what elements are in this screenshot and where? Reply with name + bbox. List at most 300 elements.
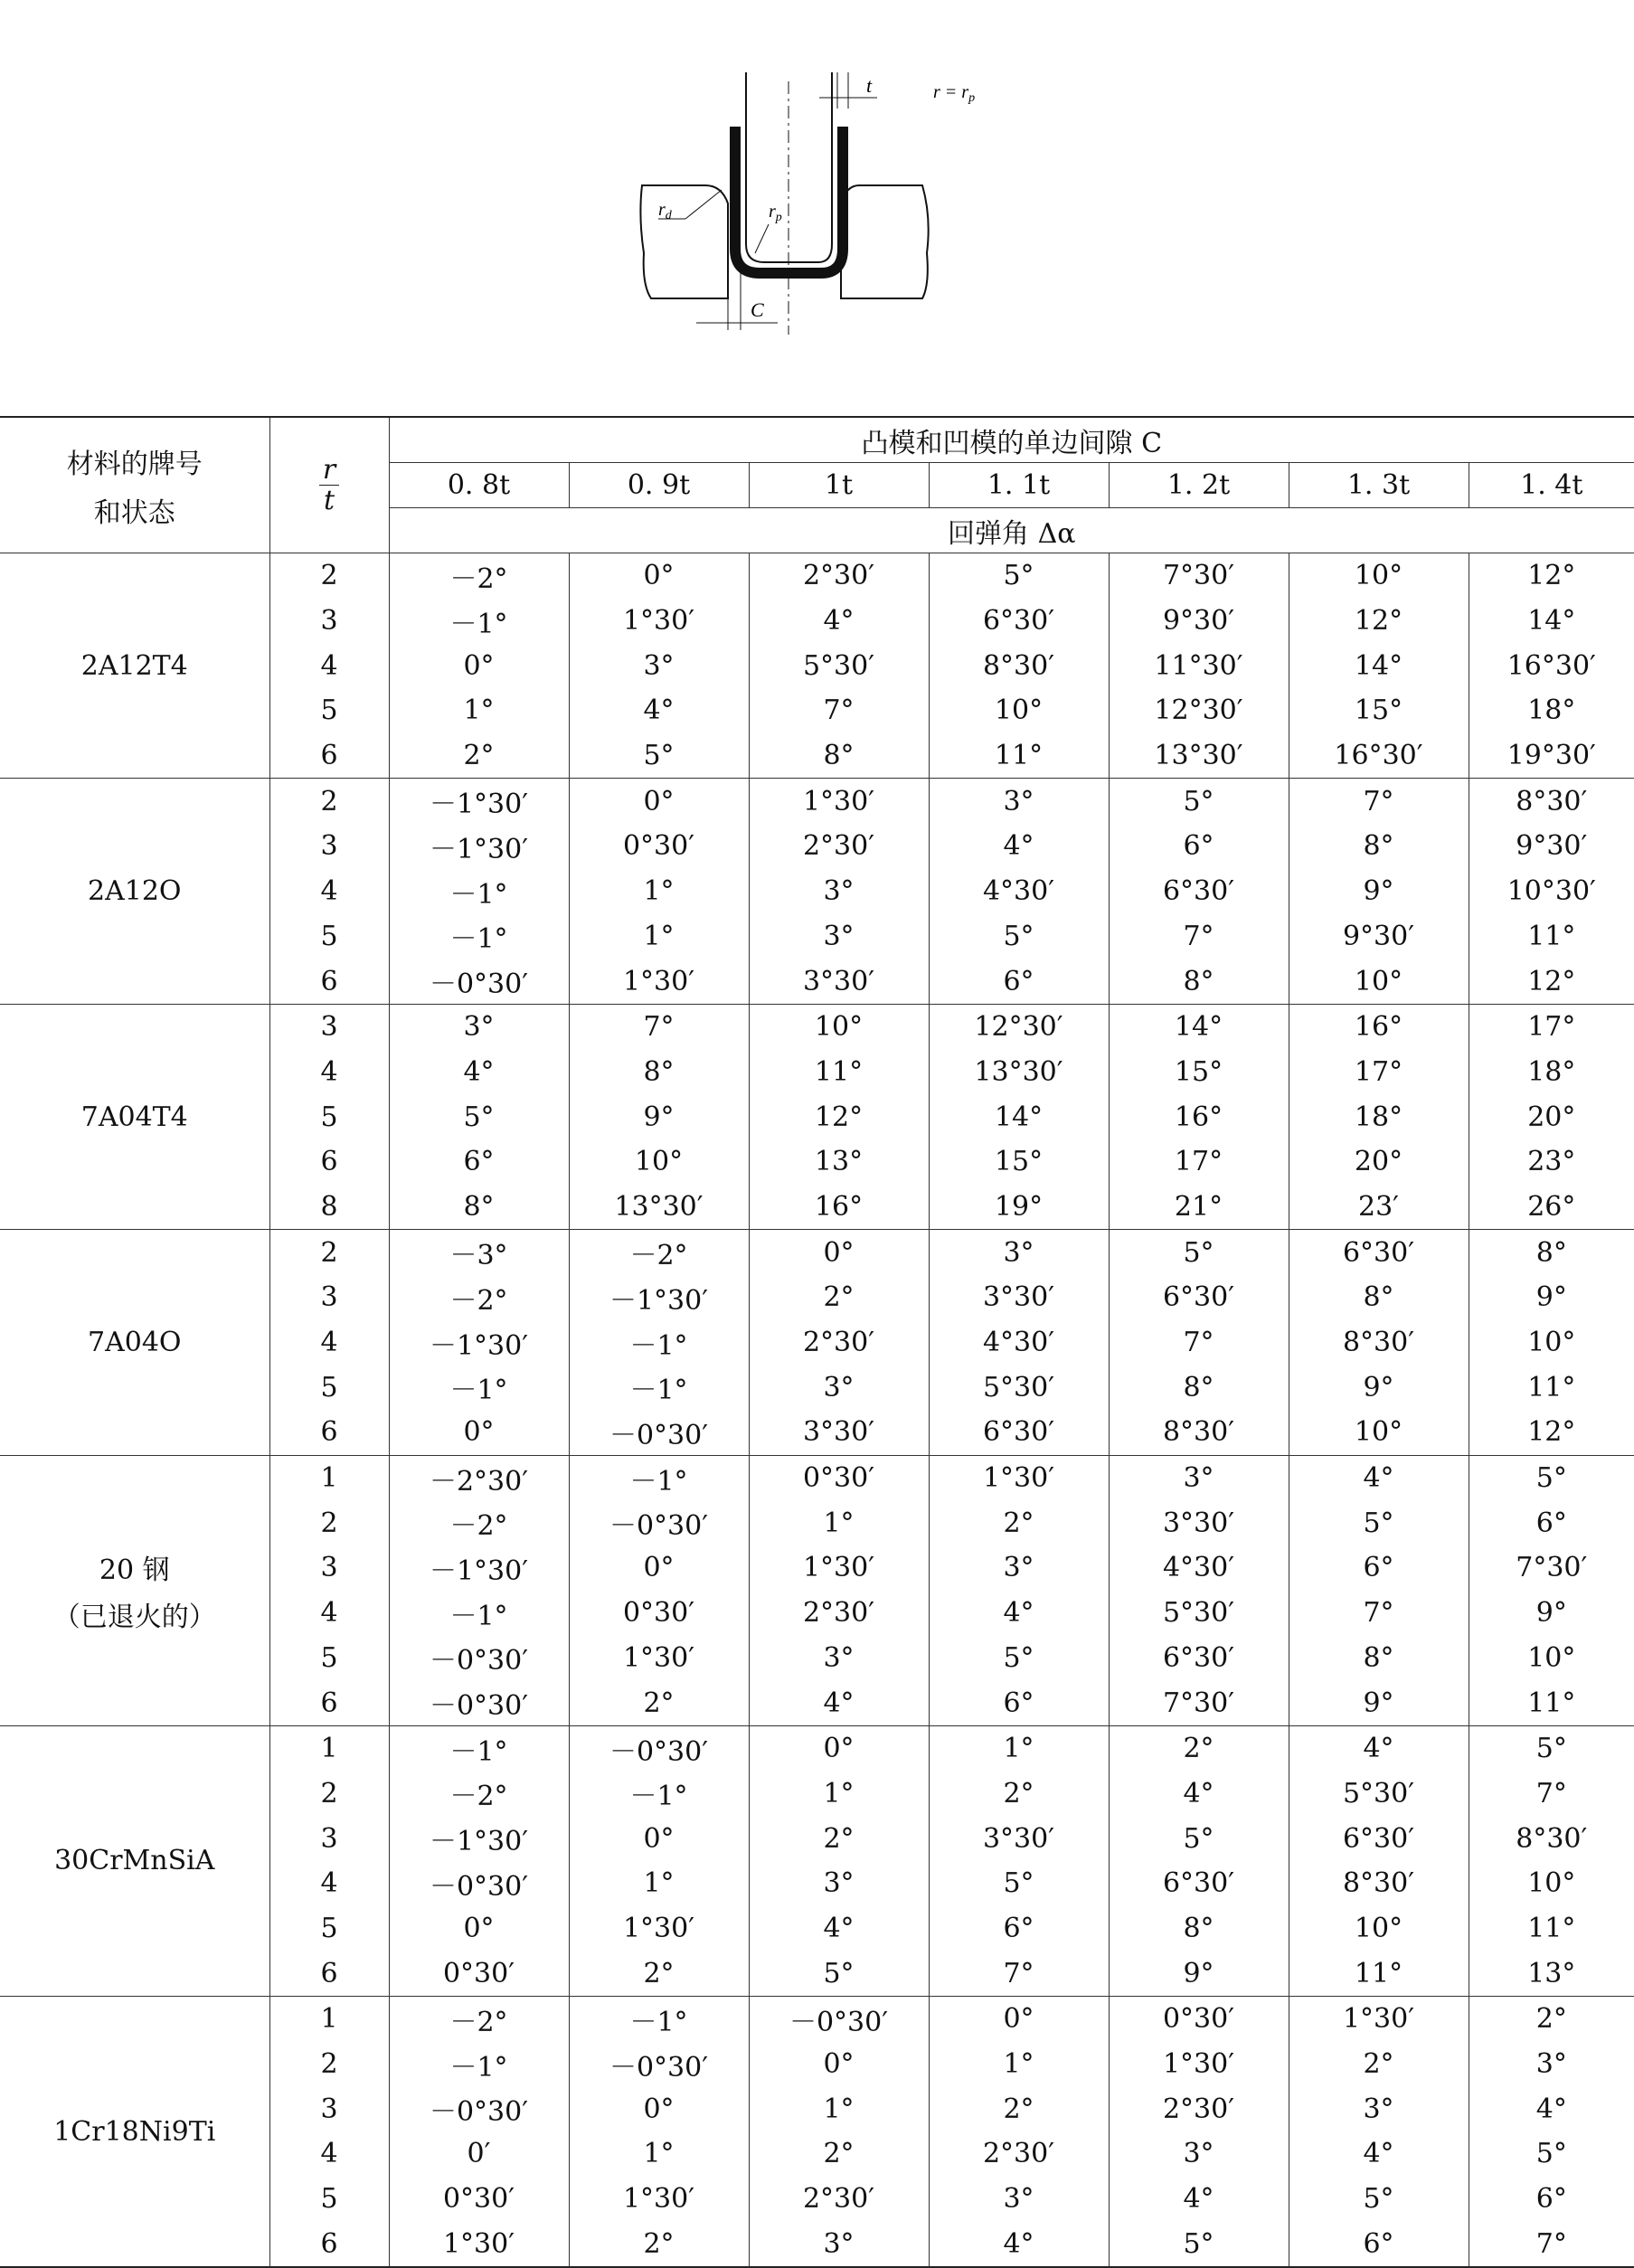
springback-value-cell: 16°30′ — [1469, 643, 1634, 688]
springback-value-cell: 3° — [749, 869, 929, 914]
springback-value-cell: 11° — [929, 733, 1109, 779]
material-label: 1Cr18Ni9Ti — [53, 2115, 216, 2148]
springback-value-cell: 5°30′ — [929, 1365, 1109, 1410]
springback-value-cell: 0° — [389, 1906, 569, 1951]
springback-value-cell: 16° — [1109, 1094, 1289, 1139]
r-over-t-cell: 1 — [269, 1725, 389, 1771]
springback-value-cell: 4°30′ — [929, 1320, 1109, 1366]
springback-value-cell: 23′ — [1289, 1185, 1469, 1230]
springback-value-cell: 4° — [1109, 2177, 1289, 2222]
springback-value-cell: 0° — [929, 1997, 1109, 2042]
r-over-t-cell: 6 — [269, 1951, 389, 1996]
springback-value-cell: 1°30′ — [569, 959, 749, 1004]
springback-value-cell: 6° — [1109, 824, 1289, 869]
springback-value-cell: 2° — [929, 2086, 1109, 2131]
springback-value-cell: 8°30′ — [1289, 1320, 1469, 1366]
springback-value-cell: 8° — [1109, 959, 1289, 1004]
springback-value-cell: －0°30′ — [389, 2086, 569, 2131]
springback-value-cell: 8° — [569, 1050, 749, 1095]
springback-value-cell: 2°30′ — [749, 1320, 929, 1366]
springback-value-cell: 4° — [929, 1591, 1109, 1636]
r-over-t-cell: 3 — [269, 1275, 389, 1320]
springback-value-cell: 3° — [749, 2221, 929, 2267]
springback-value-cell: 2° — [569, 1680, 749, 1725]
header-clearance-col: 1. 4t — [1469, 463, 1634, 508]
springback-value-cell: 12°30′ — [1109, 688, 1289, 733]
springback-value-cell: 2° — [1469, 1997, 1634, 2042]
springback-value-cell: －2° — [389, 553, 569, 599]
springback-value-cell: －0°30′ — [389, 1636, 569, 1681]
springback-value-cell: 6° — [1289, 2221, 1469, 2267]
springback-value-cell: 9° — [1469, 1275, 1634, 1320]
springback-value-cell: 4° — [1109, 1772, 1289, 1817]
springback-value-cell: 11° — [1289, 1951, 1469, 1996]
springback-value-cell: 0°30′ — [569, 824, 749, 869]
material-label: 7A04O — [87, 1327, 182, 1359]
springback-value-cell: 5° — [569, 733, 749, 779]
springback-value-cell: －1°30′ — [569, 1275, 749, 1320]
springback-value-cell: 7° — [929, 1951, 1109, 1996]
springback-value-cell: 5°30′ — [1289, 1772, 1469, 1817]
springback-value-cell: 5° — [1289, 2177, 1469, 2222]
springback-value-cell: 21° — [1109, 1185, 1289, 1230]
springback-value-cell: 3° — [929, 779, 1109, 824]
springback-value-cell: －0°30′ — [389, 1680, 569, 1725]
springback-value-cell: 7° — [1109, 1320, 1289, 1366]
header-springback-title: 回弹角 Δα — [389, 508, 1634, 553]
springback-value-cell: －2° — [389, 1275, 569, 1320]
springback-value-cell: 8° — [1109, 1906, 1289, 1951]
header-material-line1: 材料的牌号 — [66, 448, 203, 480]
springback-value-cell: 0° — [389, 643, 569, 688]
label-t: t — [866, 74, 873, 97]
springback-value-cell: 10° — [929, 688, 1109, 733]
springback-value-cell: 4° — [749, 1680, 929, 1725]
springback-value-cell: 6°30′ — [1109, 1861, 1289, 1906]
springback-value-cell: 5° — [1469, 1725, 1634, 1771]
springback-value-cell: －0°30′ — [569, 2042, 749, 2087]
r-over-t-cell: 4 — [269, 869, 389, 914]
header-r-over-t — [269, 417, 389, 553]
springback-value-cell: 1°30′ — [929, 1455, 1109, 1500]
springback-value-cell: 3° — [929, 1230, 1109, 1275]
r-over-t-cell: 4 — [269, 1320, 389, 1366]
springback-value-cell: 3° — [1469, 2042, 1634, 2087]
springback-value-cell: 8° — [389, 1185, 569, 1230]
r-over-t-cell: 6 — [269, 733, 389, 779]
springback-value-cell: －1°30′ — [389, 824, 569, 869]
bending-die-diagram — [615, 72, 1022, 344]
springback-value-cell: －2° — [569, 1230, 749, 1275]
springback-value-cell: 18° — [1469, 688, 1634, 733]
table-row — [0, 1004, 1634, 1049]
springback-value-cell: 6° — [929, 1906, 1109, 1951]
springback-value-cell: 1°30′ — [569, 1906, 749, 1951]
springback-value-cell: 1° — [569, 2131, 749, 2177]
springback-value-cell: 0° — [569, 1545, 749, 1591]
springback-value-cell: 15° — [929, 1139, 1109, 1185]
right-die — [841, 185, 929, 298]
springback-value-cell: 6° — [929, 959, 1109, 1004]
springback-value-cell: 2° — [749, 2131, 929, 2177]
springback-value-cell: 12° — [749, 1094, 929, 1139]
rd-leader — [685, 190, 722, 219]
r-over-t-cell: 2 — [269, 1230, 389, 1275]
springback-value-cell: 0° — [569, 779, 749, 824]
r-over-t-cell: 3 — [269, 599, 389, 644]
springback-value-cell: 4° — [1289, 1455, 1469, 1500]
springback-value-cell: 8°30′ — [929, 643, 1109, 688]
springback-value-cell: 3° — [929, 1545, 1109, 1591]
springback-value-cell: 11°30′ — [1109, 643, 1289, 688]
rp-leader — [755, 224, 769, 253]
springback-value-cell: －1°30′ — [389, 1545, 569, 1591]
r-over-t-cell: 6 — [269, 959, 389, 1004]
springback-value-cell: 1°30′ — [569, 599, 749, 644]
material-label: 20 钢 — [99, 1554, 170, 1586]
r-over-t-cell: 4 — [269, 643, 389, 688]
springback-value-cell: －1° — [389, 1591, 569, 1636]
springback-value-cell: 5° — [929, 1636, 1109, 1681]
springback-value-cell: 3° — [1109, 2131, 1289, 2177]
springback-value-cell: 10° — [1469, 1861, 1634, 1906]
material-cell — [0, 1725, 269, 1996]
springback-value-cell: 2°30′ — [749, 2177, 929, 2222]
springback-value-cell: 10° — [1469, 1636, 1634, 1681]
springback-value-cell: 0° — [749, 2042, 929, 2087]
r-over-t-cell: 6 — [269, 1680, 389, 1725]
frac-den: t — [323, 484, 335, 516]
springback-value-cell: －3° — [389, 1230, 569, 1275]
springback-value-cell: 2°30′ — [929, 2131, 1109, 2177]
r-over-t-cell: 3 — [269, 824, 389, 869]
springback-value-cell: 6° — [1469, 1500, 1634, 1545]
springback-value-cell: 0° — [569, 2086, 749, 2131]
springback-value-cell: 2° — [569, 2221, 749, 2267]
springback-value-cell: 16°30′ — [1289, 733, 1469, 779]
springback-value-cell: 5°30′ — [749, 643, 929, 688]
r-over-t-cell: 6 — [269, 1139, 389, 1185]
springback-value-cell: －2°30′ — [389, 1455, 569, 1500]
springback-value-cell: 14° — [1289, 643, 1469, 688]
springback-value-cell: 4° — [749, 599, 929, 644]
springback-value-cell: 9° — [1289, 1680, 1469, 1725]
springback-value-cell: 4° — [569, 688, 749, 733]
r-over-t-cell: 2 — [269, 553, 389, 599]
springback-value-cell: 5° — [929, 553, 1109, 599]
springback-value-cell: －1° — [389, 869, 569, 914]
springback-value-cell: 8°30′ — [1469, 779, 1634, 824]
springback-value-cell: 11° — [1469, 1365, 1634, 1410]
springback-value-cell: 5° — [1109, 1816, 1289, 1861]
springback-value-cell: －0°30′ — [389, 959, 569, 1004]
springback-value-cell: －1° — [569, 1320, 749, 1366]
springback-value-cell: 4° — [1289, 2131, 1469, 2177]
springback-value-cell: 2° — [1289, 2042, 1469, 2087]
die-clearance-diagram — [615, 72, 1022, 344]
r-over-t-cell: 3 — [269, 2086, 389, 2131]
springback-value-cell: 4° — [1469, 2086, 1634, 2131]
springback-value-cell: 1° — [569, 1861, 749, 1906]
springback-value-cell: 23° — [1469, 1139, 1634, 1185]
springback-value-cell: 3° — [749, 1861, 929, 1906]
material-cell — [0, 1230, 269, 1455]
springback-value-cell: 9° — [569, 1094, 749, 1139]
springback-value-cell: 17° — [1109, 1139, 1289, 1185]
springback-value-cell: 6°30′ — [929, 599, 1109, 644]
springback-value-cell: 9° — [1289, 1365, 1469, 1410]
springback-value-cell: 3° — [749, 1365, 929, 1410]
springback-value-cell: 7°30′ — [1469, 1545, 1634, 1591]
springback-value-cell: 3° — [1109, 1455, 1289, 1500]
springback-value-cell: 1° — [749, 2086, 929, 2131]
r-over-t-cell: 4 — [269, 1050, 389, 1095]
r-over-t-cell: 5 — [269, 1636, 389, 1681]
r-over-t-cell: 5 — [269, 1906, 389, 1951]
springback-value-cell: －0°30′ — [569, 1725, 749, 1771]
springback-value-cell: －1° — [389, 2042, 569, 2087]
header-row-1 — [0, 417, 1634, 463]
springback-value-cell: 3°30′ — [1109, 1500, 1289, 1545]
r-over-t-cell: 3 — [269, 1004, 389, 1049]
springback-value-cell: 1°30′ — [569, 1636, 749, 1681]
header-clearance-col: 0. 8t — [389, 463, 569, 508]
springback-value-cell: －1°30′ — [389, 1816, 569, 1861]
springback-value-cell: 7°30′ — [1109, 553, 1289, 599]
springback-value-cell: 13° — [1469, 1951, 1634, 1996]
springback-value-cell: 8°30′ — [1109, 1410, 1289, 1455]
springback-value-cell: 10° — [1469, 1320, 1634, 1366]
springback-value-cell: 0°30′ — [389, 1951, 569, 1996]
springback-value-cell: 10° — [1289, 553, 1469, 599]
springback-value-cell: 14° — [1109, 1004, 1289, 1049]
springback-value-cell: 8°30′ — [1469, 1816, 1634, 1861]
springback-value-cell: 10° — [1289, 1410, 1469, 1455]
springback-value-cell: 14° — [929, 1094, 1109, 1139]
springback-value-cell: 4° — [929, 824, 1109, 869]
springback-value-cell: 6°30′ — [929, 1410, 1109, 1455]
springback-value-cell: 8° — [1289, 1275, 1469, 1320]
springback-value-cell: －1° — [569, 1455, 749, 1500]
table-row — [0, 1455, 1634, 1500]
material-label: 7A04T4 — [80, 1101, 188, 1133]
springback-value-cell: 0° — [569, 1816, 749, 1861]
springback-value-cell: 5° — [749, 1951, 929, 1996]
springback-value-cell: 9°30′ — [1109, 599, 1289, 644]
springback-value-cell: 19° — [929, 1185, 1109, 1230]
springback-value-cell: 4° — [749, 1906, 929, 1951]
springback-value-cell: 2° — [1109, 1725, 1289, 1771]
springback-value-cell: －1°30′ — [389, 1320, 569, 1366]
r-over-t-cell: 2 — [269, 2042, 389, 2087]
r-over-t-cell: 5 — [269, 688, 389, 733]
springback-value-cell: 0° — [569, 553, 749, 599]
springback-value-cell: 2°30′ — [749, 824, 929, 869]
springback-value-cell: 1°30′ — [1109, 2042, 1289, 2087]
springback-value-cell: 1° — [569, 914, 749, 959]
springback-value-cell: 8° — [1289, 824, 1469, 869]
springback-value-cell: 7° — [749, 688, 929, 733]
header-clearance-col: 1. 1t — [929, 463, 1109, 508]
springback-value-cell: 20° — [1289, 1139, 1469, 1185]
springback-value-cell: 10°30′ — [1469, 869, 1634, 914]
springback-value-cell: 2° — [389, 733, 569, 779]
springback-value-cell: 5° — [389, 1094, 569, 1139]
springback-value-cell: 5° — [1289, 1500, 1469, 1545]
label-rp: $r_p$ — [769, 202, 782, 224]
springback-value-cell: 7° — [1109, 914, 1289, 959]
springback-value-cell: 1° — [929, 1725, 1109, 1771]
springback-value-cell: 6°30′ — [1109, 869, 1289, 914]
table-row — [0, 779, 1634, 824]
springback-value-cell: 8° — [1469, 1230, 1634, 1275]
springback-value-cell: 1° — [749, 1772, 929, 1817]
springback-value-cell: 7° — [1289, 779, 1469, 824]
springback-value-cell: 9°30′ — [1289, 914, 1469, 959]
springback-value-cell: 6° — [389, 1139, 569, 1185]
springback-value-cell: －0°30′ — [569, 1500, 749, 1545]
springback-value-cell: 6° — [929, 1680, 1109, 1725]
springback-value-cell: 2°30′ — [1109, 2086, 1289, 2131]
springback-value-cell: 3° — [929, 2177, 1109, 2222]
material-label: 30CrMnSiA — [54, 1845, 215, 1877]
frac-num: r — [319, 455, 339, 486]
r-over-t-cell: 5 — [269, 2177, 389, 2222]
r-over-t-cell: 4 — [269, 1861, 389, 1906]
springback-value-cell: 19°30′ — [1469, 733, 1634, 779]
springback-value-cell: 0° — [749, 1230, 929, 1275]
springback-value-cell: 0° — [749, 1725, 929, 1771]
springback-value-cell: 3°30′ — [929, 1816, 1109, 1861]
springback-value-cell: 4° — [389, 1050, 569, 1095]
r-over-t-cell: 5 — [269, 1094, 389, 1139]
springback-value-cell: 6° — [1289, 1545, 1469, 1591]
springback-value-cell: －0°30′ — [749, 1997, 929, 2042]
material-cell — [0, 779, 269, 1004]
r-over-t-cell: 2 — [269, 779, 389, 824]
springback-value-cell: 1° — [389, 688, 569, 733]
springback-value-cell: 2° — [929, 1772, 1109, 1817]
springback-value-cell: 9°30′ — [1469, 824, 1634, 869]
springback-value-cell: 7° — [1469, 1772, 1634, 1817]
springback-value-cell: 18° — [1289, 1094, 1469, 1139]
table-body — [0, 553, 1634, 2268]
springback-value-cell: 4°30′ — [929, 869, 1109, 914]
springback-value-cell: 0° — [389, 1410, 569, 1455]
r-over-t-cell: 3 — [269, 1545, 389, 1591]
material-label-note: （已退火的） — [52, 1601, 216, 1633]
springback-value-cell: 2°30′ — [749, 553, 929, 599]
springback-table-container — [0, 416, 1634, 2268]
springback-value-cell: 0°30′ — [569, 1591, 749, 1636]
material-cell — [0, 553, 269, 779]
springback-value-cell: －1°30′ — [389, 779, 569, 824]
springback-value-cell: 10° — [749, 1004, 929, 1049]
springback-value-cell: －2° — [389, 1500, 569, 1545]
material-cell — [0, 1997, 269, 2268]
springback-value-cell: 1°30′ — [569, 2177, 749, 2222]
r-over-t-cell: 4 — [269, 2131, 389, 2177]
springback-value-cell: 0°30′ — [389, 2177, 569, 2222]
springback-value-cell: 2° — [749, 1275, 929, 1320]
springback-value-cell: 1°30′ — [1289, 1997, 1469, 2042]
material-label: 2A12O — [87, 875, 182, 908]
springback-value-cell: 26° — [1469, 1185, 1634, 1230]
header-material — [0, 417, 269, 553]
springback-value-cell: 0′ — [389, 2131, 569, 2177]
springback-value-cell: 1° — [929, 2042, 1109, 2087]
springback-value-cell: 2° — [749, 1816, 929, 1861]
springback-value-cell: 17° — [1469, 1004, 1634, 1049]
r-over-t-cell: 3 — [269, 1816, 389, 1861]
springback-value-cell: 7° — [1289, 1591, 1469, 1636]
springback-value-cell: 12° — [1469, 1410, 1634, 1455]
springback-value-cell: 4° — [929, 2221, 1109, 2267]
springback-value-cell: 6°30′ — [1109, 1636, 1289, 1681]
springback-value-cell: 7° — [1469, 2221, 1634, 2267]
r-over-t-cell: 1 — [269, 1997, 389, 2042]
material-cell — [0, 1004, 269, 1229]
springback-value-cell: 2° — [929, 1500, 1109, 1545]
header-clearance-col: 0. 9t — [569, 463, 749, 508]
springback-value-cell: 4°30′ — [1109, 1545, 1289, 1591]
springback-value-cell: －1° — [569, 1365, 749, 1410]
springback-value-cell: 11° — [749, 1050, 929, 1095]
springback-value-cell: －0°30′ — [569, 1410, 749, 1455]
springback-value-cell: 3° — [389, 1004, 569, 1049]
springback-value-cell: 5° — [1109, 779, 1289, 824]
springback-value-cell: 1°30′ — [749, 1545, 929, 1591]
springback-value-cell: 11° — [1469, 1906, 1634, 1951]
material-label: 2A12T4 — [80, 649, 188, 682]
springback-value-cell: 6°30′ — [1289, 1230, 1469, 1275]
springback-value-cell: 16° — [1289, 1004, 1469, 1049]
springback-value-cell: －2° — [389, 1997, 569, 2042]
springback-value-cell: 1° — [749, 1500, 929, 1545]
springback-value-cell: 15° — [1109, 1050, 1289, 1095]
springback-value-cell: 12° — [1289, 599, 1469, 644]
springback-value-cell: 6° — [1469, 2177, 1634, 2222]
springback-value-cell: 10° — [1289, 959, 1469, 1004]
springback-value-cell: 11° — [1469, 914, 1634, 959]
springback-value-cell: 9° — [1109, 1951, 1289, 1996]
springback-value-cell: 5° — [929, 1861, 1109, 1906]
springback-value-cell: 5° — [1469, 1455, 1634, 1500]
r-over-t-cell: 1 — [269, 1455, 389, 1500]
r-over-t-cell: 5 — [269, 1365, 389, 1410]
springback-value-cell: 1°30′ — [749, 779, 929, 824]
springback-value-cell: 13°30′ — [929, 1050, 1109, 1095]
springback-value-cell: 13°30′ — [569, 1185, 749, 1230]
springback-value-cell: 5° — [1109, 1230, 1289, 1275]
r-over-t-fraction — [319, 455, 339, 515]
springback-value-cell: 0°30′ — [1109, 1997, 1289, 2042]
springback-value-cell: 18° — [1469, 1050, 1634, 1095]
springback-value-cell: 17° — [1289, 1050, 1469, 1095]
r-over-t-cell: 6 — [269, 2221, 389, 2267]
table-row — [0, 553, 1634, 599]
springback-value-cell: 3°30′ — [929, 1275, 1109, 1320]
springback-value-cell: 5° — [929, 914, 1109, 959]
springback-value-cell: 15° — [1289, 688, 1469, 733]
header-clearance-col: 1t — [749, 463, 929, 508]
springback-value-cell: 4° — [1289, 1725, 1469, 1771]
springback-value-cell: 12°30′ — [929, 1004, 1109, 1049]
springback-value-cell: 9° — [1469, 1591, 1634, 1636]
header-clearance-col: 1. 2t — [1109, 463, 1289, 508]
springback-value-cell: －1° — [389, 1365, 569, 1410]
springback-angle-table — [0, 416, 1634, 2268]
